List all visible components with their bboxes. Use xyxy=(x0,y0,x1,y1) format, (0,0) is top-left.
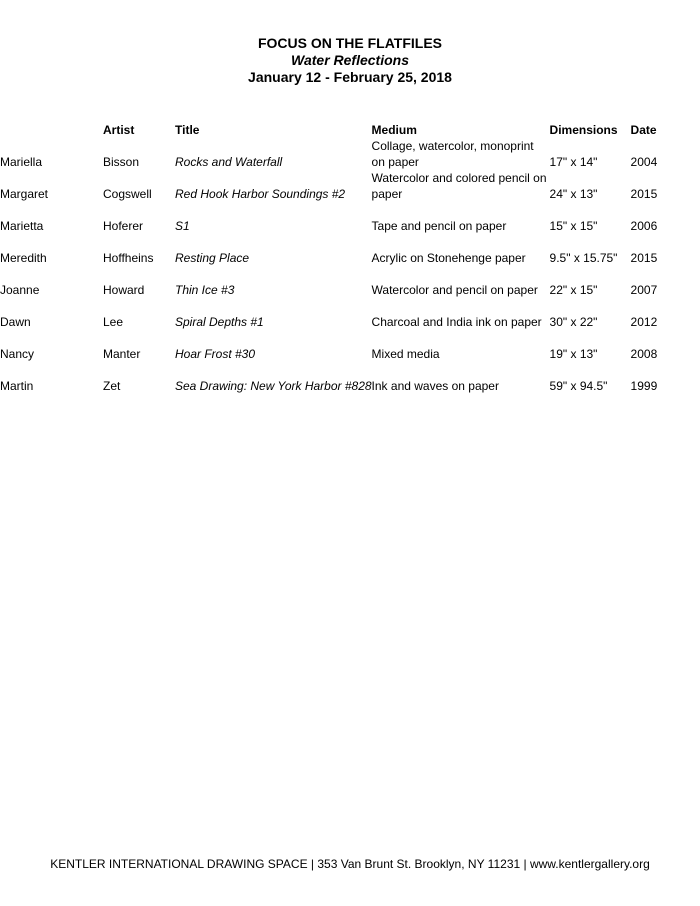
artwork-dimensions: 17" x 14" xyxy=(549,155,598,169)
artwork-medium: Ink and waves on paper xyxy=(371,379,499,393)
artist-first-name: Margaret xyxy=(0,187,49,201)
exhibition-series-title: FOCUS ON THE FLATFILES xyxy=(257,35,443,51)
col-header-dimensions: Dimensions xyxy=(549,123,618,137)
artist-first-name: Nancy xyxy=(0,347,35,361)
artwork-title: Red Hook Harbor Soundings #2 xyxy=(175,187,346,201)
artwork-title: Resting Place xyxy=(175,251,250,265)
artwork-date: 2015 xyxy=(630,187,658,201)
artwork-dimensions: 15" x 15" xyxy=(549,219,598,233)
artwork-date: 2008 xyxy=(630,347,658,361)
artwork-dimensions: 9.5" x 15.75" xyxy=(549,251,618,265)
artist-first-name: Joanne xyxy=(0,283,40,297)
artist-last-name: Bisson xyxy=(103,155,140,169)
gallery-footer: KENTLER INTERNATIONAL DRAWING SPACE | 353 Van Brunt St. Brooklyn, NY 11231 | www.kentlergallery.org xyxy=(50,857,650,871)
header-row xyxy=(0,122,677,138)
artist-first-name: Marietta xyxy=(0,219,44,233)
artist-first-name: Mariella xyxy=(0,155,43,169)
table-row xyxy=(0,234,677,266)
artwork-title: S1 xyxy=(175,219,190,233)
artwork-medium: Mixed media xyxy=(371,347,440,361)
artist-last-name: Lee xyxy=(103,315,124,329)
artwork-medium: Watercolor and pencil on paper xyxy=(371,283,538,297)
artist-last-name: Hoffheins xyxy=(103,251,154,265)
artwork-dimensions: 19" x 13" xyxy=(549,347,598,361)
artist-last-name: Manter xyxy=(103,347,141,361)
artwork-title: Rocks and Waterfall xyxy=(175,155,283,169)
col-header-blank xyxy=(0,122,103,138)
artwork-dimensions: 22" x 15" xyxy=(549,283,598,297)
artwork-date: 2012 xyxy=(630,315,658,329)
artwork-title: Sea Drawing: New York Harbor #828 xyxy=(175,379,372,393)
artist-last-name: Hoferer xyxy=(103,219,144,233)
artwork-date: 2015 xyxy=(630,251,658,265)
artwork-medium: Acrylic on Stonehenge paper xyxy=(371,251,526,265)
table-row xyxy=(0,298,677,330)
artwork-dimensions: 59" x 94.5" xyxy=(549,379,608,393)
table-row xyxy=(0,330,677,362)
artist-first-name: Meredith xyxy=(0,251,47,265)
table-row xyxy=(0,362,677,394)
table-row xyxy=(0,202,677,234)
artwork-title: Spiral Depths #1 xyxy=(175,315,264,329)
artwork-date: 1999 xyxy=(630,379,658,393)
artwork-medium: Collage, watercolor, monoprint on paper xyxy=(371,139,534,169)
col-header-artist: Artist xyxy=(103,123,135,137)
col-header-title: Title xyxy=(175,123,200,137)
artwork-table-header xyxy=(0,122,677,138)
artist-first-name: Dawn xyxy=(0,315,31,329)
artwork-date: 2006 xyxy=(630,219,658,233)
table-row xyxy=(0,138,677,170)
artist-last-name: Cogswell xyxy=(103,187,152,201)
table-row xyxy=(0,266,677,298)
document-header xyxy=(0,35,700,86)
artwork-dimensions: 24" x 13" xyxy=(549,187,598,201)
artwork-table-body xyxy=(0,138,677,394)
artwork-title: Hoar Frost #30 xyxy=(175,347,256,361)
artist-last-name: Zet xyxy=(103,379,121,393)
artist-first-name: Martin xyxy=(0,379,34,393)
artist-last-name: Howard xyxy=(103,283,145,297)
exhibition-dates: January 12 - February 25, 2018 xyxy=(248,69,452,85)
artwork-date: 2007 xyxy=(630,283,658,297)
table-row xyxy=(0,170,677,202)
artwork-dimensions: 30" x 22" xyxy=(549,315,598,329)
artwork-date: 2004 xyxy=(630,155,658,169)
artwork-medium: Charcoal and India ink on paper xyxy=(371,315,542,329)
artwork-title: Thin Ice #3 xyxy=(175,283,235,297)
artwork-table xyxy=(0,122,677,394)
artwork-medium: Watercolor and colored pencil on paper xyxy=(371,171,547,201)
col-header-date: Date xyxy=(630,123,657,137)
artwork-medium: Tape and pencil on paper xyxy=(371,219,507,233)
col-header-medium: Medium xyxy=(371,123,417,137)
show-title: Water Reflections xyxy=(291,52,409,68)
